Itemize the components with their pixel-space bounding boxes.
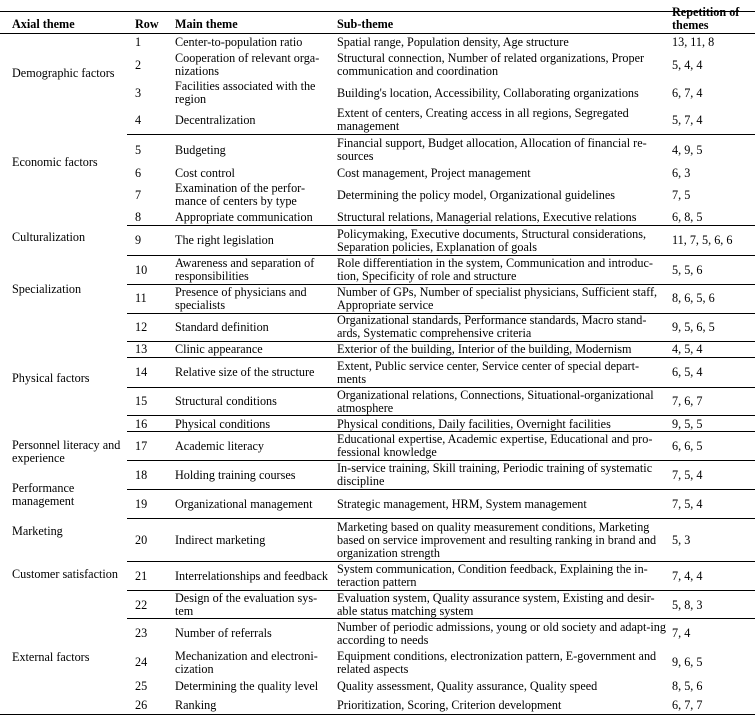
row-number-text: 12: [135, 319, 148, 334]
sub-theme-text: System communication, Condition feedback, Explaining the in-teraction pattern: [337, 562, 648, 589]
axial-theme-label: Physical factors: [12, 371, 90, 385]
row-separator: [127, 590, 755, 591]
axial-theme-label: Performance management: [12, 481, 75, 508]
row-number-cell: [135, 35, 165, 50]
repetition-of-themes-cell: [672, 432, 754, 460]
row-number-text: 2: [135, 57, 142, 72]
main-theme-text: Relative size of the structure: [175, 365, 315, 379]
main-theme-text: Presence of physicians and specialists: [175, 284, 307, 312]
table-row: [0, 648, 755, 677]
repetition-of-themes-text: 5, 4, 4: [672, 57, 703, 72]
axial-theme-label: Marketing: [12, 524, 63, 538]
main-theme-text: The right legislation: [175, 233, 274, 247]
main-theme-text: Budgeting: [175, 142, 226, 157]
repetition-of-themes-cell: [672, 50, 754, 80]
row-number-cell: [135, 50, 165, 80]
repetition-of-themes-cell: [672, 284, 754, 313]
row-number-cell: [135, 387, 165, 416]
repetition-of-themes-text: 7, 5: [672, 187, 691, 202]
axial-theme-label: Personnel literacy and experience: [12, 438, 121, 465]
repetition-of-themes-text: 6, 3: [672, 165, 691, 180]
sub-theme-cell: [337, 461, 667, 489]
main-theme-cell: [175, 697, 335, 714]
row-number-cell: [135, 313, 165, 341]
sub-theme-text: Physical conditions, Daily facilities, Overnight facilities: [337, 416, 611, 431]
row-number-text: 3: [135, 85, 142, 100]
sub-theme-cell: [337, 106, 667, 134]
row-number-text: 25: [135, 679, 148, 693]
main-theme-text: Mechanization and electroni-cization: [175, 648, 318, 676]
row-number-cell: [135, 342, 165, 357]
sub-theme-text: Number of periodic admissions, young or old society and adapt-ing according to needs: [337, 619, 666, 647]
main-theme-cell: [175, 226, 335, 255]
table-row: [0, 619, 755, 648]
repetition-of-themes-cell: [672, 226, 754, 255]
row-number-text: 24: [135, 655, 148, 669]
main-theme-text: Organizational management: [175, 497, 313, 511]
main-theme-cell: [175, 648, 335, 677]
axial-theme-label: External factors: [12, 650, 90, 664]
main-theme-cell: [175, 35, 335, 50]
main-theme-cell: [175, 519, 335, 561]
table-row: [0, 490, 755, 519]
repetition-of-themes-cell: [672, 358, 754, 387]
main-theme-text: Cooperation of relevant orga-nizations: [175, 51, 320, 78]
table-bottom-rule: [0, 714, 755, 715]
row-number-cell: [135, 226, 165, 255]
sub-theme-cell: [337, 226, 667, 255]
main-theme-text: Design of the evaluation sys-tem: [175, 591, 318, 618]
row-number-cell: [135, 677, 165, 696]
row-number-cell: [135, 165, 165, 181]
row-number-text: 10: [135, 262, 148, 277]
main-theme-text: Examination of the perfor-mance of centers by type: [175, 181, 306, 208]
table-row: [0, 209, 755, 225]
row-number-cell: [135, 80, 165, 106]
sub-theme-text: Extent, Public service center, Service center of special depart-ments: [337, 358, 640, 386]
main-theme-cell: [175, 165, 335, 181]
row-number-cell: [135, 106, 165, 134]
row-number-text: 5: [135, 142, 142, 157]
repetition-of-themes-text: 6, 7, 7: [672, 698, 703, 712]
sub-theme-text: Financial support, Budget allocation, Allocation of financial re-sources: [337, 136, 647, 163]
sub-theme-text: Policymaking, Executive documents, Structural considerations, Separation policies, Explanation of goals: [337, 226, 647, 254]
repetition-of-themes-cell: [672, 256, 754, 284]
repetition-of-themes-text: 6, 8, 5: [672, 209, 703, 224]
header-row: Row: [135, 17, 159, 31]
repetition-of-themes-cell: [672, 80, 754, 106]
main-theme-text: Academic literacy: [175, 438, 264, 453]
row-number-cell: [135, 358, 165, 387]
repetition-of-themes-cell: [672, 165, 754, 181]
repetition-of-themes-text: 5, 7, 4: [672, 112, 703, 127]
row-separator: [127, 225, 755, 226]
table-row: [0, 591, 755, 619]
repetition-of-themes-cell: [672, 35, 754, 50]
sub-theme-cell: [337, 677, 667, 696]
row-number-text: 7: [135, 187, 142, 202]
table-row: [0, 256, 755, 284]
repetition-of-themes-cell: [672, 106, 754, 134]
main-theme-cell: [175, 461, 335, 489]
sub-theme-text: Educational expertise, Academic expertise, Educational and pro-fessional knowledge: [337, 432, 653, 459]
main-theme-text: Cost control: [175, 165, 235, 180]
main-theme-text: Decentralization: [175, 112, 256, 127]
row-separator: [127, 618, 755, 619]
row-number-cell: [135, 490, 165, 519]
table-row: [0, 342, 755, 357]
row-separator: [127, 255, 755, 256]
sub-theme-text: Organizational standards, Performance standards, Macro stand-ards, Systematic comprehensive criteria: [337, 313, 647, 340]
sub-theme-cell: [337, 432, 667, 460]
main-theme-cell: [175, 106, 335, 134]
table-row: [0, 135, 755, 165]
header-axial-theme: Axial theme: [12, 17, 75, 31]
axial-theme-label: Customer satisfaction: [12, 567, 118, 581]
table-row: [0, 313, 755, 341]
repetition-of-themes-text: 4, 9, 5: [672, 142, 703, 157]
main-theme-text: Number of referrals: [175, 626, 272, 640]
sub-theme-text: Role differentiation in the system, Communication and introduc-tion, Specificity of role and structure: [337, 256, 653, 283]
row-number-text: 15: [135, 394, 148, 408]
main-theme-cell: [175, 50, 335, 80]
repetition-of-themes-text: 9, 5, 5: [672, 416, 703, 431]
sub-theme-text: Marketing based on quality measurement conditions, Marketing based on service improvement and resulting ranking in brand and organization strength: [337, 519, 657, 560]
repetition-of-themes-cell: [672, 519, 754, 561]
sub-theme-text: Equipment conditions, electronization pattern, E-government and related aspects: [337, 648, 657, 676]
repetition-of-themes-cell: [672, 135, 754, 165]
sub-theme-cell: [337, 135, 667, 165]
sub-theme-text: Determining the policy model, Organizational guidelines: [337, 187, 615, 202]
repetition-of-themes-cell: [672, 591, 754, 619]
header-repetition-of-themes: Repetition of themes: [672, 5, 740, 32]
repetition-of-themes-text: 5, 3: [672, 532, 691, 547]
sub-theme-text: Quality assessment, Quality assurance, Quality speed: [337, 679, 598, 693]
main-theme-text: Facilities associated with the region: [175, 79, 316, 106]
main-theme-cell: [175, 619, 335, 648]
repetition-of-themes-text: 9, 6, 5: [672, 655, 703, 669]
repetition-of-themes-text: 7, 5, 4: [672, 497, 703, 511]
sub-theme-cell: [337, 35, 667, 50]
row-separator: [127, 284, 755, 285]
sub-theme-text: Cost management, Project management: [337, 165, 531, 180]
sub-theme-cell: [337, 50, 667, 80]
row-number-cell: [135, 416, 165, 432]
main-theme-cell: [175, 284, 335, 313]
main-theme-text: Center-to-population ratio: [175, 35, 303, 49]
repetition-of-themes-text: 4, 5, 4: [672, 342, 703, 356]
repetition-of-themes-cell: [672, 342, 754, 357]
row-separator: [127, 518, 755, 519]
row-number-cell: [135, 648, 165, 677]
sub-theme-cell: [337, 342, 667, 357]
main-theme-cell: [175, 342, 335, 357]
sub-theme-cell: [337, 80, 667, 106]
table-row: [0, 106, 755, 134]
repetition-of-themes-cell: [672, 209, 754, 225]
row-number-text: 19: [135, 497, 148, 511]
main-theme-text: Standard definition: [175, 319, 269, 334]
header-main-theme: Main theme: [175, 17, 238, 31]
header-sub-theme: Sub-theme: [337, 17, 394, 31]
repetition-of-themes-text: 6, 7, 4: [672, 85, 703, 100]
table-row: [0, 677, 755, 696]
row-number-text: 9: [135, 233, 142, 247]
main-theme-cell: [175, 209, 335, 225]
table-row: [0, 284, 755, 313]
sub-theme-text: In-service training, Skill training, Periodic training of systematic discipline: [337, 461, 653, 488]
main-theme-cell: [175, 677, 335, 696]
table-row: [0, 387, 755, 416]
table-row: [0, 181, 755, 209]
sub-theme-cell: [337, 416, 667, 432]
row-number-text: 16: [135, 416, 148, 431]
axial-theme-label: Culturalization: [12, 230, 86, 244]
repetition-of-themes-text: 7, 6, 7: [672, 394, 703, 408]
sub-theme-text: Strategic management, HRM, System management: [337, 497, 587, 511]
row-number-cell: [135, 181, 165, 209]
row-number-text: 13: [135, 342, 148, 356]
table-row: [0, 50, 755, 80]
row-number-cell: [135, 432, 165, 460]
repetition-of-themes-text: 13, 11, 8: [672, 35, 715, 49]
sub-theme-text: Evaluation system, Quality assurance system, Existing and desir-able status matching system: [337, 591, 655, 618]
table-row: [0, 165, 755, 181]
repetition-of-themes-cell: [672, 619, 754, 648]
row-number-cell: [135, 284, 165, 313]
repetition-of-themes-text: 5, 5, 6: [672, 262, 703, 277]
sub-theme-cell: [337, 165, 667, 181]
row-separator: [127, 489, 755, 490]
row-separator: [127, 313, 755, 314]
row-number-text: 23: [135, 626, 148, 640]
sub-theme-cell: [337, 619, 667, 648]
table-row: [0, 519, 755, 561]
main-theme-text: Appropriate communication: [175, 209, 313, 224]
header-bottom-rule: [0, 33, 755, 34]
table-row: [0, 226, 755, 255]
repetition-of-themes-text: 6, 6, 5: [672, 438, 703, 453]
row-separator: [127, 387, 755, 388]
sub-theme-text: Organizational relations, Connections, Situational-organizational atmosphere: [337, 387, 654, 415]
repetition-of-themes-text: 8, 5, 6: [672, 679, 703, 693]
sub-theme-cell: [337, 209, 667, 225]
row-number-text: 11: [135, 291, 147, 305]
table-row: [0, 697, 755, 714]
sub-theme-cell: [337, 284, 667, 313]
main-theme-cell: [175, 181, 335, 209]
row-number-cell: [135, 256, 165, 284]
row-number-cell: [135, 697, 165, 714]
row-number-cell: [135, 562, 165, 590]
sub-theme-cell: [337, 697, 667, 714]
row-separator: [127, 134, 755, 135]
row-separator: [127, 460, 755, 461]
row-number-text: 8: [135, 209, 142, 224]
main-theme-cell: [175, 416, 335, 432]
main-theme-text: Holding training courses: [175, 467, 296, 482]
main-theme-cell: [175, 80, 335, 106]
row-number-text: 4: [135, 112, 142, 127]
row-separator: [127, 341, 755, 342]
repetition-of-themes-cell: [672, 677, 754, 696]
repetition-of-themes-text: 5, 8, 3: [672, 597, 703, 612]
sub-theme-cell: [337, 387, 667, 416]
main-theme-text: Clinic appearance: [175, 342, 263, 356]
table-row: [0, 562, 755, 590]
table-row: [0, 432, 755, 460]
table-row: [0, 416, 755, 432]
row-number-cell: [135, 135, 165, 165]
main-theme-cell: [175, 490, 335, 519]
row-separator: [127, 561, 755, 562]
row-number-cell: [135, 519, 165, 561]
table-row: [0, 461, 755, 489]
main-theme-cell: [175, 256, 335, 284]
repetition-of-themes-cell: [672, 387, 754, 416]
main-theme-cell: [175, 432, 335, 460]
sub-theme-cell: [337, 181, 667, 209]
main-theme-cell: [175, 313, 335, 341]
repetition-of-themes-cell: [672, 461, 754, 489]
axial-theme-label: Specialization: [12, 282, 82, 296]
sub-theme-cell: [337, 591, 667, 619]
main-theme-cell: [175, 387, 335, 416]
row-number-text: 18: [135, 467, 148, 482]
sub-theme-text: Prioritization, Scoring, Criterion development: [337, 698, 562, 712]
sub-theme-cell: [337, 519, 667, 561]
main-theme-cell: [175, 135, 335, 165]
repetition-of-themes-cell: [672, 697, 754, 714]
repetition-of-themes-cell: [672, 313, 754, 341]
table-header-row: [0, 5, 755, 34]
sub-theme-cell: [337, 562, 667, 590]
main-theme-text: Determining the quality level: [175, 679, 319, 693]
repetition-of-themes-cell: [672, 648, 754, 677]
row-number-text: 22: [135, 597, 148, 612]
sub-theme-cell: [337, 256, 667, 284]
sub-theme-cell: [337, 648, 667, 677]
sub-theme-text: Extent of centers, Creating access in all regions, Segregated management: [337, 106, 629, 133]
main-theme-cell: [175, 358, 335, 387]
main-theme-text: Indirect marketing: [175, 532, 266, 547]
repetition-of-themes-cell: [672, 181, 754, 209]
table-row: [0, 358, 755, 387]
repetition-of-themes-text: 8, 6, 5, 6: [672, 291, 715, 305]
axial-theme-label: Economic factors: [12, 155, 98, 169]
repetition-of-themes-text: 11, 7, 5, 6, 6: [672, 233, 733, 247]
row-number-cell: [135, 209, 165, 225]
repetition-of-themes-text: 7, 4, 4: [672, 568, 703, 583]
sub-theme-text: Structural connection, Number of related organizations, Proper communication and coordination: [337, 51, 645, 78]
main-theme-cell: [175, 562, 335, 590]
sub-theme-cell: [337, 313, 667, 341]
row-number-cell: [135, 591, 165, 619]
row-number-text: 14: [135, 365, 148, 379]
table-row: [0, 80, 755, 106]
row-separator: [127, 431, 755, 432]
sub-theme-text: Exterior of the building, Interior of the building, Modernism: [337, 342, 632, 356]
row-number-text: 26: [135, 698, 148, 712]
main-theme-text: Physical conditions: [175, 416, 271, 431]
repetition-of-themes-text: 6, 5, 4: [672, 365, 703, 379]
row-separator: [127, 415, 755, 416]
repetition-of-themes-cell: [672, 490, 754, 519]
main-theme-text: Interrelationships and feedback: [175, 568, 328, 583]
row-number-cell: [135, 461, 165, 489]
row-number-text: 17: [135, 438, 148, 453]
sub-theme-cell: [337, 358, 667, 387]
sub-theme-text: Number of GPs, Number of specialist physicians, Sufficient staff, Appropriate service: [337, 284, 658, 312]
main-theme-cell: [175, 591, 335, 619]
main-theme-text: Structural conditions: [175, 394, 277, 408]
repetition-of-themes-text: 9, 5, 6, 5: [672, 319, 715, 334]
repetition-of-themes-text: 7, 4: [672, 626, 691, 640]
row-number-text: 21: [135, 568, 148, 583]
axial-theme-label: Demographic factors: [12, 66, 115, 80]
repetition-of-themes-cell: [672, 562, 754, 590]
main-theme-text: Awareness and separation of responsibilities: [175, 256, 315, 283]
row-number-text: 6: [135, 165, 142, 180]
sub-theme-cell: [337, 490, 667, 519]
table-row: [0, 35, 755, 50]
repetition-of-themes-cell: [672, 416, 754, 432]
sub-theme-text: Spatial range, Population density, Age structure: [337, 35, 569, 49]
row-separator: [127, 357, 755, 358]
sub-theme-text: Building's location, Accessibility, Collaborating organizations: [337, 85, 639, 100]
sub-theme-text: Structural relations, Managerial relations, Executive relations: [337, 209, 637, 224]
row-number-text: 1: [135, 35, 142, 49]
main-theme-text: Ranking: [175, 698, 217, 712]
row-number-cell: [135, 619, 165, 648]
repetition-of-themes-text: 7, 5, 4: [672, 467, 703, 482]
row-number-text: 20: [135, 532, 148, 547]
